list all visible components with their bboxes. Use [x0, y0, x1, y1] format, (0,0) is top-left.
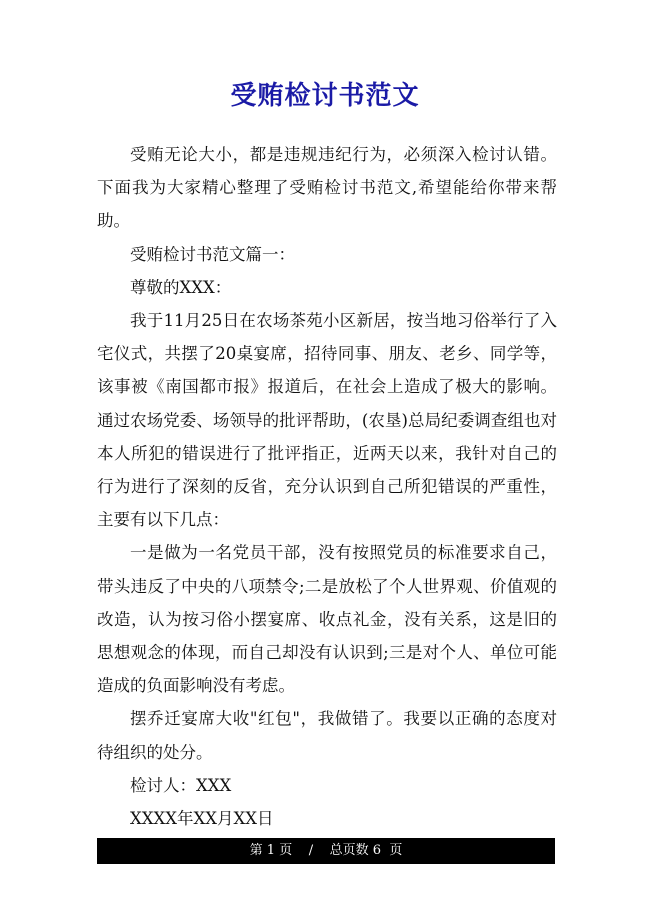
salutation: 尊敬的XXX：: [130, 277, 232, 297]
date-line: XXXX年XX月XX日: [130, 809, 274, 829]
body-paragraph-points: 一是做为一名党员干部，没有按照党员的标准要求自己，带头违反了中央的八项禁令;二是放松了个人世界观、价值观的改造，认为按习俗小摆宴席、收点礼金，没有关系，这是旧的思想观念的体现，而自己却没有认识到;三是对个人、单位可能造成的负面影响没有考虑。: [97, 543, 557, 696]
page-footer: 第 1 页 / 总页数 6 页: [97, 838, 555, 864]
body-paragraph-conclusion: 摆乔迁宴席大收"红包"，我做错了。我要以正确的态度对待组织的处分。: [97, 709, 557, 762]
section-heading: 受贿检讨书范文篇一：: [130, 244, 295, 264]
document-title: 受贿检讨书范文: [230, 81, 420, 111]
intro-paragraph: 受贿无论大小，都是违规违纪行为，必须深入检讨认错。下面我为大家精心整理了受贿检讨书范文,希望能给你带来帮助。: [97, 145, 557, 231]
document-body: [97, 138, 557, 835]
body-paragraph-incident: 我于11月25日在农场茶苑小区新居，按当地习俗举行了入宅仪式，共摆了20桌宴席，招待同事、朋友、老乡、同学等，该事被《南国都市报》报道后，在社会上造成了极大的影响。通过农场党委、场领导的批评帮助，(农垦)总局纪委调查组也对本人所犯的错误进行了批评指正，近两天以来，我针对自己的行为进行了深刻的反省，充分认识到自己所犯错误的严重性，主要有以下几点：: [97, 311, 557, 530]
signature-line: 检讨人：XXX: [130, 775, 232, 795]
